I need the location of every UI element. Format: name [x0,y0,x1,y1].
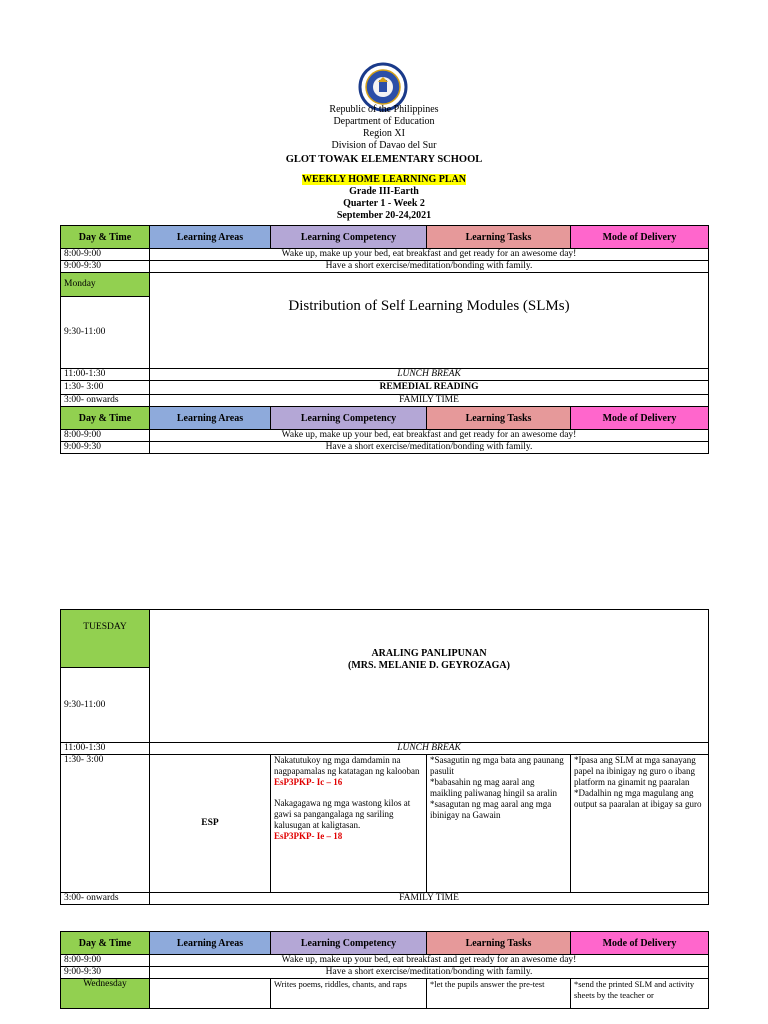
col-day-time: Day & Time [61,407,150,430]
task-item: *Sasagutin ng mga bata ang paunang pasulit [430,755,564,776]
header-department: Department of Education [333,116,435,127]
time-cell: 8:00-9:00 [61,955,150,967]
col-mode-of-delivery: Mode of Delivery [571,932,709,955]
table-row [61,395,709,407]
grade-section: Grade III-Earth [349,186,419,197]
subject-teacher: (MRS. MELANIE D. GEYROZAGA) [348,660,510,671]
day-cell-tuesday: TUESDAY [61,610,150,668]
school-name: GLOT TOWAK ELEMENTARY SCHOOL [285,154,483,165]
table-row [61,755,709,893]
date-range: September 20-24,2021 [336,210,432,221]
header-division: Division of Davao del Sur [331,140,437,151]
col-day-time: Day & Time [61,226,150,249]
table-row [61,979,709,1009]
mode-item: *Dadalhin ng mga magulang ang output sa paaralan at ibigay sa guro [574,788,702,809]
activity-cell: Wake up, make up your bed, eat breakfast and get ready for an awesome day! [150,430,709,442]
quarter-week: Quarter 1 - Week 2 [343,198,425,209]
col-mode-of-delivery: Mode of Delivery [571,407,709,430]
tuesday-schedule-table [60,609,709,905]
col-day-time: Day & Time [61,932,150,955]
header-region: Region XI [363,128,405,139]
competency-text: Nakagagawa ng mga wastong kilos at gawi sa pangangalaga ng sariling kalusugan at kaligtasan. [274,798,411,830]
time-cell: 9:30-11:00 [61,297,150,369]
col-learning-competency: Learning Competency [271,407,427,430]
table-row [61,369,709,381]
time-cell: 9:00-9:30 [61,261,150,273]
competency-text: Nakatutukoy ng mga damdamin na nagpapamalas ng katatagan ng kalooban [274,755,420,776]
table-row [61,381,709,395]
task-item: *babasahin ng mag aaral ang maikling paliwanag hingil sa aralin [430,777,557,798]
table-row [61,610,709,668]
table-row [61,442,709,454]
mode-of-delivery-cell: *send the printed SLM and activity sheets by the teacher or [571,979,709,1009]
table-header-row [61,932,709,955]
learning-tasks-cell [427,755,571,893]
table-row [61,249,709,261]
col-mode-of-delivery: Mode of Delivery [571,226,709,249]
col-learning-tasks: Learning Tasks [427,932,571,955]
activity-cell: Have a short exercise/meditation/bonding with family. [150,261,709,273]
time-cell: 3:00- onwards [61,395,150,407]
learning-competency-cell [271,755,427,893]
table-row [61,430,709,442]
learning-area-cell [150,979,271,1009]
col-learning-areas: Learning Areas [150,932,271,955]
monday-main-activity: Distribution of Self Learning Modules (SLMs) [150,273,709,369]
plan-title: WEEKLY HOME LEARNING PLAN [301,174,466,185]
competency-code: EsP3PKP- Ic – 16 [274,777,343,787]
col-learning-areas: Learning Areas [150,226,271,249]
mode-of-delivery-cell [571,755,709,893]
col-learning-areas: Learning Areas [150,407,271,430]
activity-cell: Have a short exercise/meditation/bonding with family. [150,967,709,979]
task-item: *sasagutan ng mag aaral ang mga ibinigay na Gawain [430,799,552,820]
day-cell-monday: Monday [61,273,150,297]
col-learning-competency: Learning Competency [271,932,427,955]
remedial-reading-cell: REMEDIAL READING [150,381,709,395]
time-cell: 9:00-9:30 [61,967,150,979]
table-header-row [61,407,709,430]
time-cell: 1:30- 3:00 [61,381,150,395]
family-time-cell: FAMILY TIME [150,893,709,905]
col-learning-competency: Learning Competency [271,226,427,249]
activity-cell: Wake up, make up your bed, eat breakfast and get ready for an awesome day! [150,955,709,967]
lunch-break-cell: LUNCH BREAK [150,743,709,755]
time-cell: 11:00-1:30 [61,743,150,755]
family-time-cell: FAMILY TIME [150,395,709,407]
table-header-row [61,226,709,249]
time-cell: 1:30- 3:00 [61,755,150,893]
time-cell: 8:00-9:00 [61,430,150,442]
tuesday-subject-cell [150,610,709,743]
learning-area-esp: ESP [150,755,271,893]
table-row [61,273,709,297]
header-republic: Republic of the Philippines [329,104,439,115]
competency-code: EsP3PKP- Ie – 18 [274,831,343,841]
table-row [61,743,709,755]
col-learning-tasks: Learning Tasks [427,226,571,249]
table-row [61,893,709,905]
time-cell: 8:00-9:00 [61,249,150,261]
activity-cell: Have a short exercise/meditation/bonding with family. [150,442,709,454]
table-row [61,261,709,273]
plan-title-wrap [0,174,768,186]
time-cell: 3:00- onwards [61,893,150,905]
mode-item: *Ipasa ang SLM at mga sanayang papel na ibinigay ng guro o ibang platform na ginamit ng paaralan [574,755,696,787]
monday-schedule-table [60,225,709,454]
learning-competency-cell: Writes poems, riddles, chants, and raps [271,979,427,1009]
table-row [61,955,709,967]
subject-title: ARALING PANLIPUNAN [371,648,487,659]
wednesday-schedule-table [60,931,709,1009]
time-cell: 9:30-11:00 [61,668,150,743]
col-learning-tasks: Learning Tasks [427,407,571,430]
day-cell-wednesday: Wednesday [61,979,150,1009]
time-cell: 9:00-9:30 [61,442,150,454]
time-cell: 11:00-1:30 [61,369,150,381]
lunch-break-cell: LUNCH BREAK [150,369,709,381]
learning-tasks-cell: *let the pupils answer the pre-test [427,979,571,1009]
table-row [61,967,709,979]
activity-cell: Wake up, make up your bed, eat breakfast and get ready for an awesome day! [150,249,709,261]
